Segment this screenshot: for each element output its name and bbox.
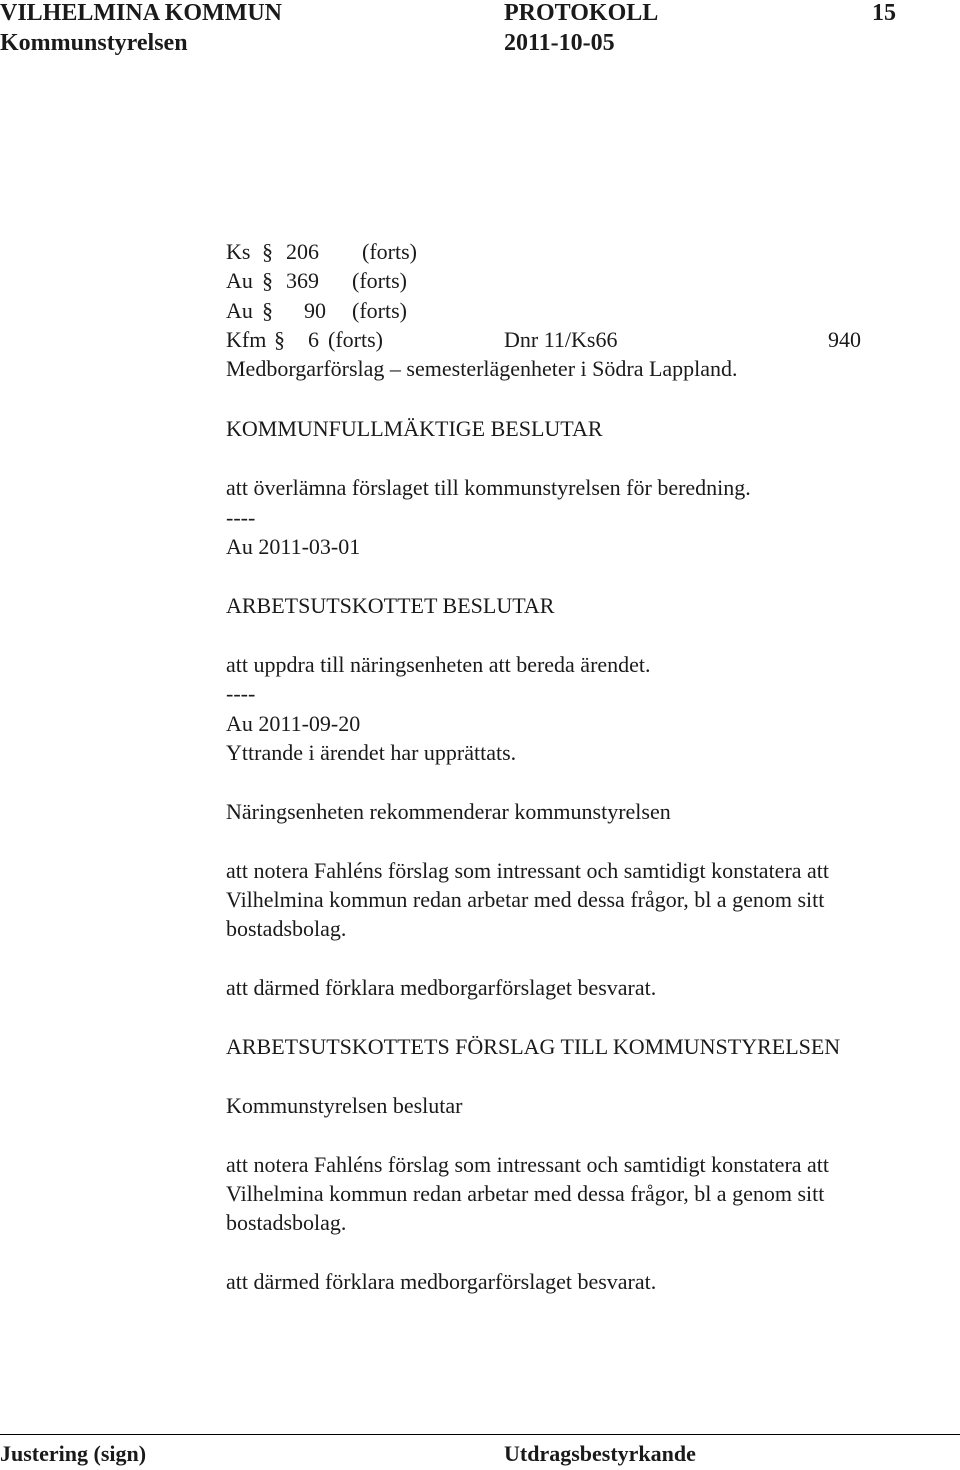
document-type: PROTOKOLL (504, 0, 659, 26)
ref-note: (forts) (352, 268, 407, 293)
decision-text: Vilhelmina kommun redan arbetar med dessa frågor, bl a genom sitt (226, 1181, 825, 1206)
section-sign: § (262, 298, 273, 323)
au-heading: ARBETSUTSKOTTET BESLUTAR (226, 593, 555, 618)
recommendation-intro: Näringsenheten rekommenderar kommunstyrelsen (226, 799, 671, 824)
diary-number: Dnr 11/Ks66 (504, 327, 618, 352)
utdragsbestyrkande-label: Utdragsbestyrkande (504, 1441, 696, 1466)
au-date-2: Au 2011-09-20 (226, 711, 361, 736)
section-sign: § (262, 239, 273, 264)
meeting-date: 2011-10-05 (504, 30, 615, 56)
decision-text: att därmed förklara medborgarförslaget besvarat. (226, 1269, 657, 1294)
recommendation-text: Vilhelmina kommun redan arbetar med dessa frågor, bl a genom sitt (226, 887, 825, 912)
subject-line: Medborgarförslag – semesterlägenheter i Södra Lappland. (226, 356, 738, 381)
ref-code: Au (226, 268, 253, 293)
ref-number: 206 (286, 239, 319, 264)
decision-text: att notera Fahléns förslag som intressant och samtidigt konstatera att (226, 1152, 830, 1177)
section-sign: § (262, 268, 273, 293)
statement-line: Yttrande i ärendet har upprättats. (226, 740, 517, 765)
issuing-body: Kommunstyrelsen (0, 30, 188, 56)
ks-decides: Kommunstyrelsen beslutar (226, 1093, 463, 1118)
recommendation-text: att notera Fahléns förslag som intressant och samtidigt konstatera att (226, 858, 830, 883)
ref-note: (forts) (352, 298, 407, 323)
ref-number: 369 (286, 268, 319, 293)
kf-heading: KOMMUNFULLMÄKTIGE BESLUTAR (226, 416, 603, 441)
recommendation-text: att därmed förklara medborgarförslaget besvarat. (226, 975, 657, 1000)
municipality-name: VILHELMINA KOMMUN (0, 0, 282, 26)
decision-text: bostadsbolag. (226, 1210, 347, 1235)
au-decision: att uppdra till näringsenheten att bereda ärendet. (226, 652, 651, 677)
separator: ---- (226, 681, 256, 706)
ref-code: Ks (226, 239, 251, 264)
ref-number: 90 (304, 298, 326, 323)
ref-code: Au (226, 298, 253, 323)
proposal-heading: ARBETSUTSKOTTETS FÖRSLAG TILL KOMMUNSTYRELSEN (226, 1034, 841, 1059)
ref-code: Kfm (226, 327, 267, 352)
ref-number: 6 (308, 327, 319, 352)
footer-rule (0, 1434, 960, 1435)
separator: ---- (226, 505, 256, 530)
au-date-1: Au 2011-03-01 (226, 534, 361, 559)
page-number: 15 (872, 0, 896, 26)
ref-note: (forts) (362, 239, 417, 264)
section-sign: § (274, 327, 285, 352)
ref-note: (forts) (328, 327, 383, 352)
classification-code: 940 (828, 327, 861, 352)
justering-label: Justering (sign) (0, 1441, 147, 1466)
kf-decision: att överlämna förslaget till kommunstyrelsen för beredning. (226, 475, 751, 500)
recommendation-text: bostadsbolag. (226, 916, 347, 941)
